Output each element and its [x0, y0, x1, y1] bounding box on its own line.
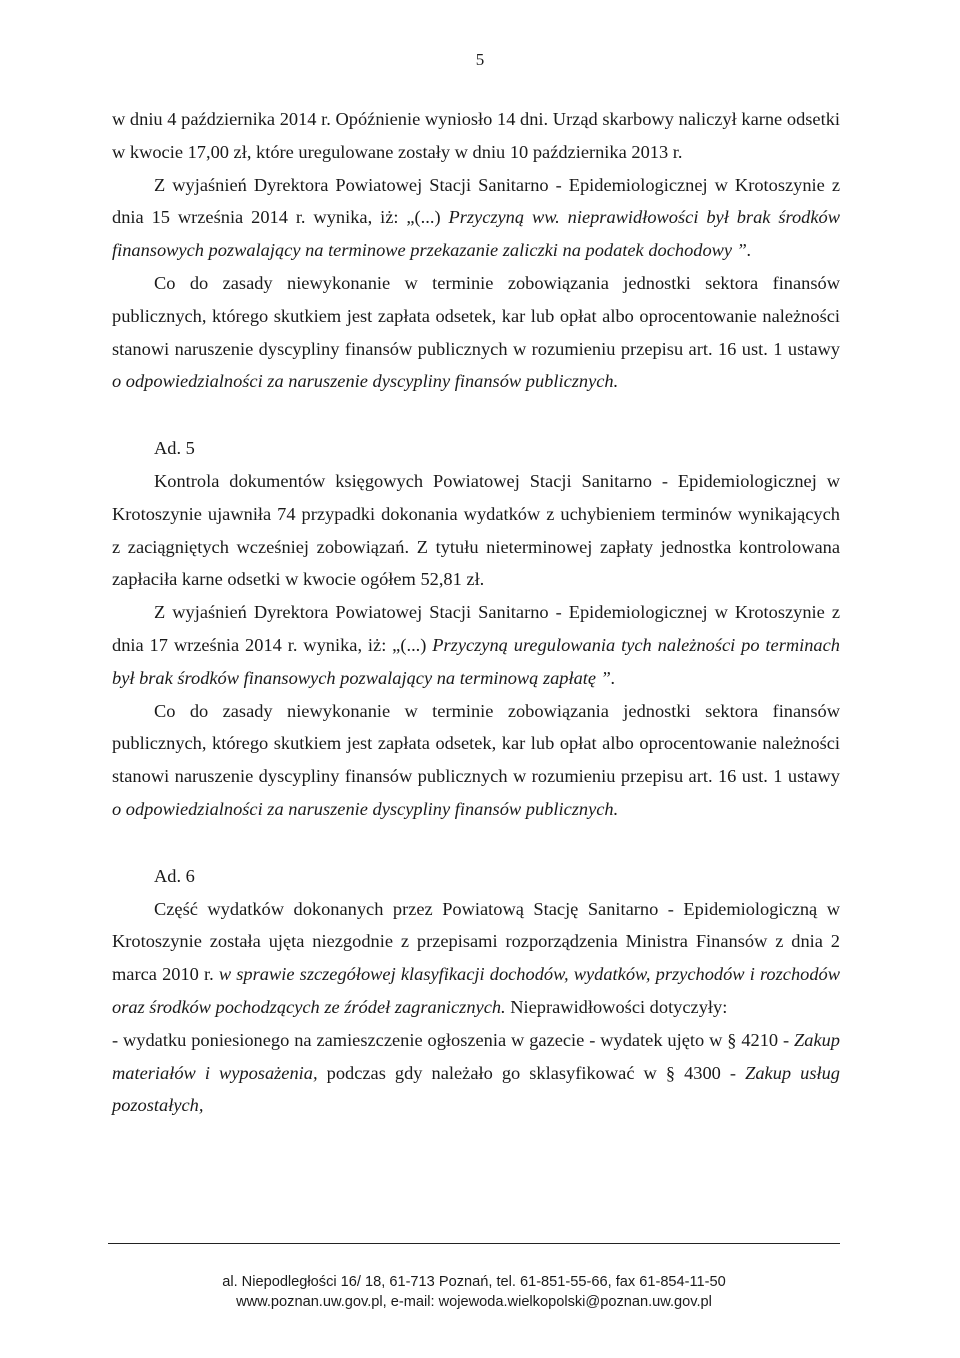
paragraph-text: Z wyjaśnień Dyrektora Powiatowej Stacji Sanitarno - Epidemiologicznej w Krotoszynie z dnia 15 września 2014 r. wynika, iż: „(...)	[112, 174, 840, 228]
act-title: o odpowiedzialności za naruszenie dyscypliny finansów publicznych.	[112, 371, 619, 392]
paragraph-quote: Przyczyną uregulowania tych należności po terminach był brak środków finansowych pozwalający na terminową zapłatę ”.	[112, 634, 840, 688]
paragraph-text: Kontrola dokumentów księgowych Powiatowej Stacji Sanitarno - Epidemiologicznej w Krotoszynie ujawniła 74 przypadki dokonania wydatków z uchybieniem terminów wynikających z zaciągniętych wcześniej zobowiązań. Z tytułu nieterminowej zapłaty jednostka kontrolowana zapłaciła karne odsetki w kwocie ogółem 52,81 zł.	[112, 470, 840, 590]
paragraph-continuation	[112, 103, 840, 169]
paragraph-text: w dniu 4 października 2014 r. Opóźnienie wyniosło 14 dni. Urząd skarbowy naliczył karne odsetki w kwocie 17,00 zł, które uregulowane zostały w dniu 10 października 2013 r.	[112, 109, 840, 162]
list-item	[112, 1024, 840, 1122]
paragraph-text: Nieprawidłowości dotyczyły:	[505, 996, 728, 1017]
paragraph-text: Z wyjaśnień Dyrektora Powiatowej Stacji Sanitarno - Epidemiologicznej w Krotoszynie z dnia 17 września 2014 r. wynika, iż: „(...)	[112, 602, 840, 655]
paragraph-ad6-findings	[112, 893, 840, 1024]
section-heading-ad6: Ad. 6	[154, 865, 195, 886]
paragraph-legal-note-1	[112, 267, 840, 398]
page-number: 5	[475, 50, 485, 69]
page-footer	[108, 1243, 840, 1312]
act-title: o odpowiedzialności za naruszenie dyscypliny finansów publicznych.	[112, 798, 619, 819]
paragraph-ad5-findings	[112, 465, 840, 596]
classification-name: Zakup usług pozostałych,	[112, 1062, 840, 1116]
paragraph-explanation-1	[112, 169, 840, 267]
footer-divider	[108, 1243, 840, 1244]
classification-name: Zakup materiałów i wyposażenia,	[112, 1029, 840, 1083]
section-heading-ad5: Ad. 5	[154, 438, 195, 459]
paragraph-quote: Przyczyną ww. nieprawidłowości był brak środków finansowych pozwalający na terminowe przekazanie zaliczki na podatek dochodowy ”.	[112, 207, 840, 261]
document-body	[112, 103, 840, 1122]
paragraph-explanation-2	[112, 596, 840, 694]
paragraph-text: Część wydatków dokonanych przez Powiatową Stację Sanitarno - Epidemiologiczną w Krotoszynie została ujęta niezgodnie z przepisami rozporządzenia Ministra Finansów z dnia 2 marca 2010 r.	[112, 898, 840, 985]
footer-contact: www.poznan.uw.gov.pl, e-mail: wojewoda.wielkopolski@poznan.uw.gov.pl	[236, 1294, 712, 1310]
list-item-text: - wydatku poniesionego na zamieszczenie ogłoszenia w gazecie - wydatek ujęto w § 4210 -	[112, 1029, 795, 1050]
paragraph-text: Co do zasady niewykonanie w terminie zobowiązania jednostki sektora finansów publicznych, którego skutkiem jest zapłata odsetek, kar lub opłat albo oprocentowanie należności stanowi naruszenie dyscypliny finansów publicznych w rozumieniu przepisu art. 16 ust. 1 ustawy	[112, 700, 840, 787]
paragraph-legal-note-2	[112, 695, 840, 826]
list-item-text: podczas gdy należało go sklasyfikować w § 4300 -	[317, 1062, 746, 1083]
paragraph-text: Co do zasady niewykonanie w terminie zobowiązania jednostki sektora finansów publicznych, którego skutkiem jest zapłata odsetek, kar lub opłat albo oprocentowanie należności stanowi naruszenie dyscypliny finansów publicznych w rozumieniu przepisu art. 16 ust. 1 ustawy	[112, 272, 840, 359]
regulation-title: w sprawie szczegółowej klasyfikacji dochodów, wydatków, przychodów i rozchodów oraz środków pochodzących ze źródeł zagranicznych.	[112, 964, 840, 1017]
footer-address: al. Niepodległości 16/ 18, 61-713 Poznań, tel. 61-851-55-66, fax 61-854-11-50	[222, 1274, 726, 1290]
